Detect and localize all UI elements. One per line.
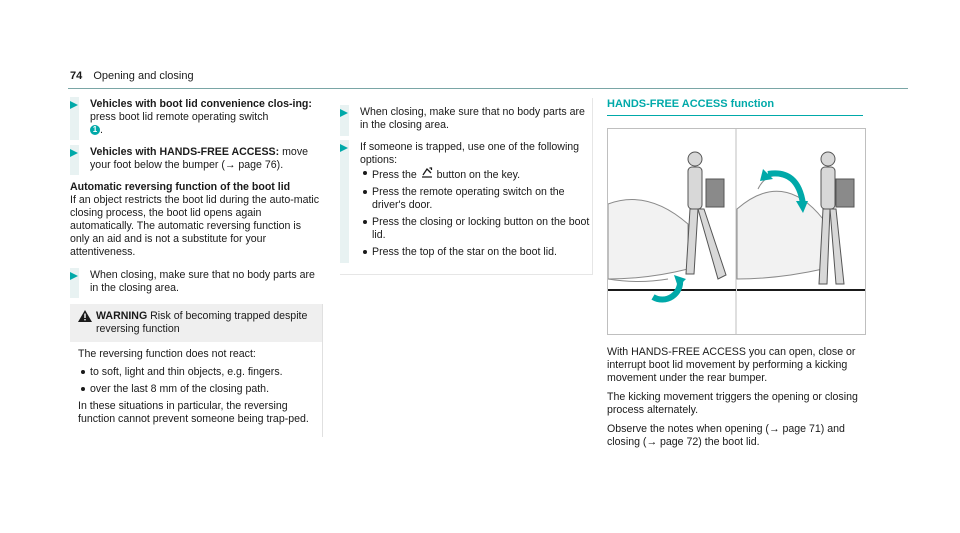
step-arrow-icon (340, 109, 348, 117)
list-item-text: Press the remote operating switch on the driver's door. (372, 186, 565, 211)
list-item-text: Press the top of the star on the boot lid. (372, 246, 557, 258)
instruction-text (90, 98, 320, 137)
instruction-text: When closing, make sure that no body parts are in the closing area. (90, 269, 315, 294)
section-name: Opening and closing (93, 70, 194, 82)
boot-lid-key-icon (420, 167, 434, 182)
section-title: Automatic reversing function of the boot lid (70, 181, 291, 193)
column-right (607, 98, 863, 116)
list-item-text: Press the closing or locking button on the boot lid. (372, 216, 590, 241)
list-item (360, 167, 592, 182)
illustration-kick-sensor (607, 128, 866, 335)
warning-label: WARNING (96, 310, 148, 322)
list-item (360, 186, 592, 212)
step-arrow-icon (70, 101, 78, 109)
header-rule (68, 88, 908, 89)
paragraph: Observe the notes when opening (→ page 71) and closing (→ page 72) the boot lid. (607, 423, 845, 448)
section-heading: HANDS-FREE ACCESS function (607, 98, 863, 116)
instruction-step (340, 141, 592, 259)
warning-outro: In these situations in particular, the reversing function cannot prevent someone being trap-ped. (78, 400, 309, 425)
list-item (360, 216, 592, 242)
list-item-text: to soft, light and thin objects, e.g. fingers. (90, 366, 283, 378)
paragraph: With HANDS-FREE ACCESS you can open, close or interrupt boot lid movement by performing a kicking movement under the rear bumper. (607, 346, 856, 384)
instruction-step (70, 269, 320, 295)
warning-title (96, 310, 316, 336)
instruction-condition: Vehicles with HANDS-FREE ACCESS: (90, 146, 280, 158)
warning-intro: The reversing function does not react: (78, 348, 256, 360)
paragraph: The kicking movement triggers the opening or closing process alternately. (607, 391, 858, 416)
instruction-text: When closing, make sure that no body parts are in the closing area. (360, 106, 585, 131)
instruction-box (340, 98, 593, 275)
instruction-text: If someone is trapped, use one of the following options: (360, 141, 580, 166)
instruction-step (340, 106, 592, 132)
warning-triangle-icon (78, 310, 96, 336)
step-arrow-icon (70, 272, 78, 280)
list-item (78, 383, 316, 396)
list-item (78, 366, 316, 379)
warning-header (70, 304, 322, 342)
instruction-action: press boot lid remote operating switch (90, 111, 269, 123)
column-middle (340, 98, 593, 275)
list-item (360, 246, 592, 259)
section-body: If an object restricts the boot lid during the auto-matic closing process, the boot lid opens again automatically. The automatic reversing function is only an aid and is not a substitute for your attentiveness. (70, 194, 320, 258)
instruction-condition: Vehicles with boot lid convenience clos-ing: (90, 98, 312, 110)
list-item-text: button on the key. (433, 169, 521, 181)
instruction-step (70, 98, 320, 137)
list-item-text: Press the (372, 169, 420, 181)
callout-marker: 1 (90, 125, 100, 135)
step-bar (340, 140, 349, 263)
page-number: 74 (70, 70, 83, 82)
instruction-step (70, 146, 320, 172)
instruction-end: . (100, 124, 103, 136)
section-body (607, 346, 863, 455)
list-item-text: over the last 8 mm of the closing path. (90, 383, 270, 395)
page-header (70, 70, 194, 83)
instruction-text (90, 146, 320, 172)
instruction-action: move your foot below the bumper (→ page 76). (90, 146, 309, 171)
column-left (70, 98, 320, 437)
warning-body (70, 342, 322, 437)
warning-box (70, 304, 323, 437)
step-arrow-icon (340, 144, 348, 152)
step-arrow-icon (70, 149, 78, 157)
warning-title-text: Risk of becoming trapped despite reversing function (96, 310, 308, 335)
